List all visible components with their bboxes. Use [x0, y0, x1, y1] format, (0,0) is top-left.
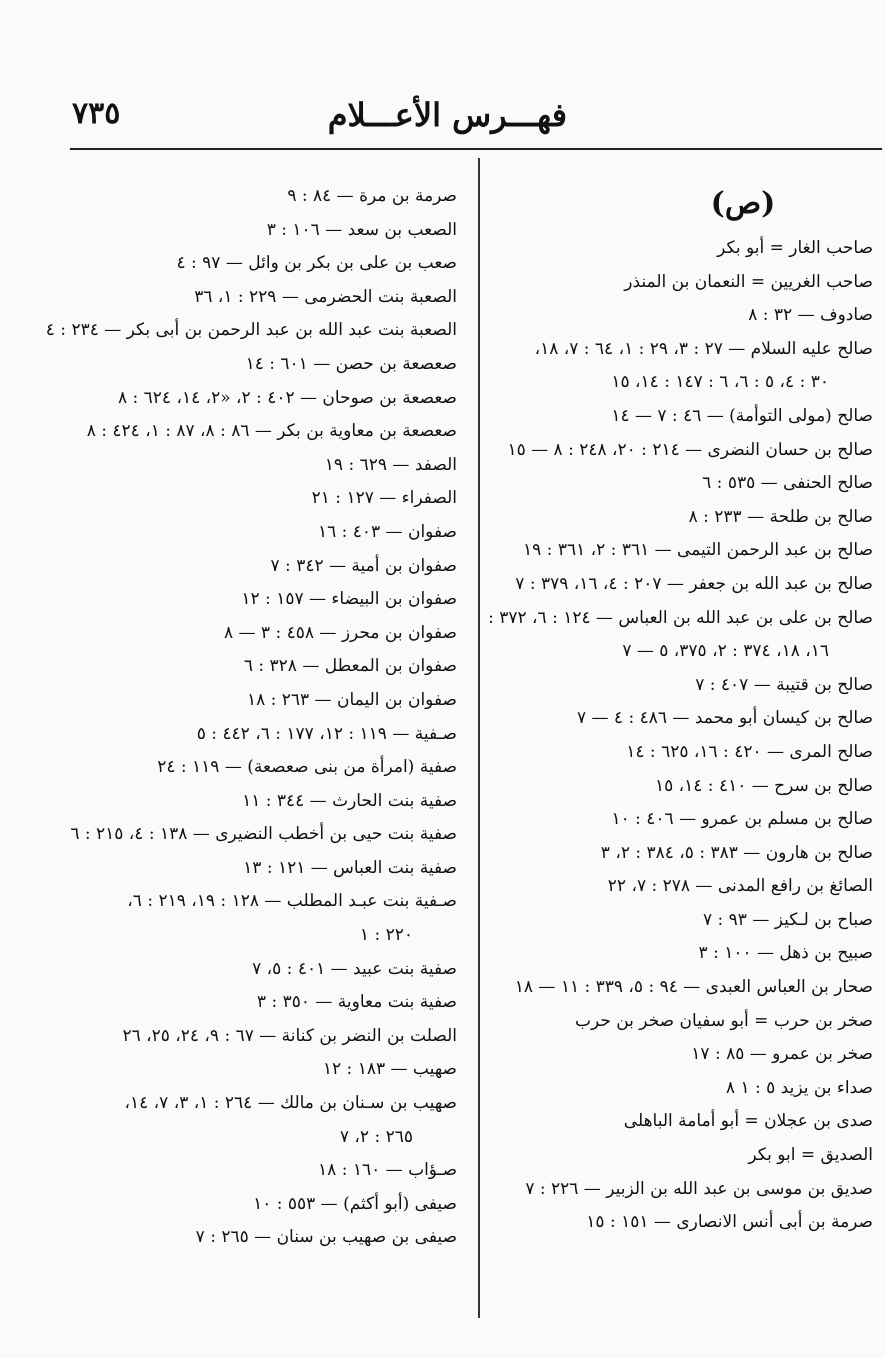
index-entry: صفية بنت العباس — ١٢١ : ١٣ — [243, 857, 457, 878]
index-entry: صفية بنت عبيد — ٤٠١ : ٥، ٧ — [252, 958, 457, 979]
index-entry: صخر بن حرب = أبو سفيان صخر بن حرب — [574, 1010, 873, 1031]
index-entry: صـفية — ١١٩ : ١٢، ١٧٧ : ٦، ٤٤٢ : ٥ — [196, 723, 457, 744]
index-entry: الصائغ بن رافع المدنى — ٢٧٨ : ٧، ٢٢ — [607, 876, 873, 897]
index-entry: صباح بن لـكيز — ٩٣ : ٧ — [702, 909, 873, 930]
index-entry: صالح بن حسان النضرى — ٢١٤ : ٢٠، ٢٤٨ : ٨ — ١٥ — [507, 439, 873, 460]
index-entry: صفوان بن المعطل — ٣٢٨ : ٦ — [243, 656, 457, 677]
left-column — [45, 180, 457, 1255]
index-entry: صفوان بن أمية — ٣٤٢ : ٧ — [270, 555, 457, 576]
index-entry: صديق بن موسى بن عبد الله بن الزبير — ٢٢٦ : ٧ — [525, 1178, 873, 1199]
index-entry: صرمة بن أبى أنس الانصارى — ١٥١ : ١٥ — [586, 1212, 873, 1233]
index-entry: صاحب الغار = أبو بكر — [717, 238, 873, 258]
running-title: فهـــرس الأعـــلام — [327, 96, 567, 134]
index-entry: الصعب بن سعد — ١٠٦ : ٣ — [266, 219, 457, 240]
header-rule — [70, 148, 882, 150]
index-entry: صخر بن عمرو — ٨٥ : ١٧ — [691, 1044, 873, 1065]
index-entry: الصعبة بنت الحضرمى — ٢٢٩ : ١، ٣٦ — [194, 286, 457, 307]
right-column — [488, 180, 873, 1240]
index-entry-continuation: ٢٢٠ : ١ — [359, 925, 413, 946]
index-entry-continuation: ٣٠ : ٤، ٥ : ٦، ٦ : ١٤٧ : ١٤، ١٥ — [611, 372, 829, 393]
index-entry: صفوان بن البيضاء — ١٥٧ : ١٢ — [241, 589, 457, 610]
index-entry: صعب بن على بن بكر بن وائل — ٩٧ : ٤ — [176, 253, 457, 274]
index-entry: صالح بن مسلم بن عمرو — ٤٠٦ : ١٠ — [611, 809, 873, 830]
index-entry: صعصعة بن حصن — ٦٠١ : ١٤ — [245, 353, 457, 374]
index-entry: صداء بن يزيد ٥ : ١ ٨ — [725, 1077, 873, 1098]
index-entry: صدى بن عجلان = أبو أمامة الباهلى — [623, 1111, 873, 1132]
index-entry: صالح بن عبد الله بن جعفر — ٢٠٧ : ٤، ١٦، ٣٧٩ : ٧ — [515, 573, 873, 594]
index-entry: صفوان — ٤٠٣ : ١٦ — [317, 521, 457, 542]
index-entry: صعصعة بن صوحان — ٤٠٢ : ٢، «٢، ١٤، ٦٢٤ : ٨ — [117, 387, 457, 408]
index-entry: صفية بنت حيى بن أخطب النضيرى — ١٣٨ : ٤، ٢١٥ : ٦ — [70, 824, 457, 845]
index-entry: صفوان بن محرز — ٤٥٨ : ٣ — ٨ — [223, 622, 457, 643]
index-entry: الصديق = ابو بكر — [748, 1145, 873, 1166]
index-entry: صفوان بن اليمان — ٢٦٣ : ١٨ — [246, 689, 457, 710]
index-entry: صيفى بن صهيب بن سنان — ٢٦٥ : ٧ — [195, 1227, 457, 1248]
index-entry: صفية بنت معاوية — ٣٥٠ : ٣ — [256, 992, 457, 1013]
index-entry: الصعبة بنت عبد الله بن عبد الرحمن بن أبى بكر — ٢٣٤ : ٤ — [45, 320, 457, 341]
index-entry: صيفى (أبو أكثم) — ٥٥٣ : ١٠ — [253, 1193, 457, 1214]
index-entry: الصلت بن النضر بن كنانة — ٦٧ : ٩، ٢٤، ٢٥، ٢٦ — [122, 1025, 457, 1046]
index-entry: صالح (مولى التوأمة) — ٤٦ : ٧ — ١٤ — [611, 405, 873, 426]
index-entry: صفية بنت الحارث — ٣٤٤ : ١١ — [242, 790, 457, 811]
index-entry: صالح بن قتيبة — ٤٠٧ : ٧ — [695, 674, 873, 695]
index-entry: صالح الحنفى — ٥٣٥ : ٦ — [702, 473, 873, 494]
index-entry: صهيب — ١٨٣ : ١٢ — [322, 1059, 457, 1080]
index-entry: صالح المرى — ٤٢٠ : ١٦، ٦٢٥ : ١٤ — [626, 741, 873, 762]
index-entry: صالح بن كيسان أبو محمد — ٤٨٦ : ٤ — ٧ — [576, 708, 873, 729]
column-divider — [478, 158, 480, 1318]
index-entry: صحار بن العباس العبدى — ٩٤ : ٥، ٣٣٩ : ١١ — ١٨ — [514, 977, 873, 998]
index-entry: صعصعة بن معاوية بن بكر — ٨٦ : ٨، ٨٧ : ١، ٤٢٤ : ٨ — [86, 421, 457, 442]
index-entry: صـؤاب — ١٦٠ : ١٨ — [318, 1160, 457, 1181]
index-entry-continuation: ١٦، ١٨، ٣٧٤ : ٢، ٣٧٥، ٥ — ٧ — [622, 641, 829, 662]
index-entry: صاحب الغريين = النعمان بن المنذر — [624, 271, 873, 292]
index-entry: صالح عليه السلام — ٢٧ : ٣، ٢٩ : ١، ٦٤ : ٧، ١٨، — [534, 338, 873, 359]
index-entry: صالح بن سرح — ٤١٠ : ١٤، ١٥ — [654, 775, 873, 796]
index-entry: صرمة بن مرة — ٨٤ : ٩ — [287, 186, 457, 206]
index-entry: صالح بن على بن عبد الله بن العباس — ١٢٤ : ٦، ٣٧٢ : — [488, 607, 873, 628]
index-entry: صبيح بن ذهل — ١٠٠ : ٣ — [698, 943, 873, 964]
index-entry: صادوف — ٣٢ : ٨ — [748, 305, 873, 326]
index-entry: الصفراء — ١٢٧ : ٢١ — [311, 488, 457, 509]
index-entry: صالح بن هارون — ٣٨٣ : ٥، ٣٨٤ : ٢، ٣ — [600, 842, 873, 863]
index-entry: الصفد — ٦٢٩ : ١٩ — [324, 454, 457, 475]
index-entry: صالح بن طلحة — ٢٣٣ : ٨ — [688, 506, 873, 527]
index-entry: صـفية بنت عبـد المطلب — ١٢٨ : ١٩، ٢١٩ : ٦، — [127, 891, 457, 912]
index-entry-continuation: ٢٦٥ : ٢، ٧ — [339, 1126, 413, 1147]
section-letter-heading: (ص) — [710, 186, 776, 221]
index-entry: صالح بن عبد الرحمن التيمى — ٣٦١ : ٢، ٣٦١ : ١٩ — [523, 540, 873, 561]
page-number: ٧٣٥ — [72, 96, 121, 131]
index-entry: صهيب بن سـنان بن مالك — ٢٦٤ : ١، ٣، ٧، ١٤، — [124, 1093, 457, 1114]
index-entry: صفية (امرأة من بنى صعصعة) — ١١٩ : ٢٤ — [157, 757, 457, 778]
